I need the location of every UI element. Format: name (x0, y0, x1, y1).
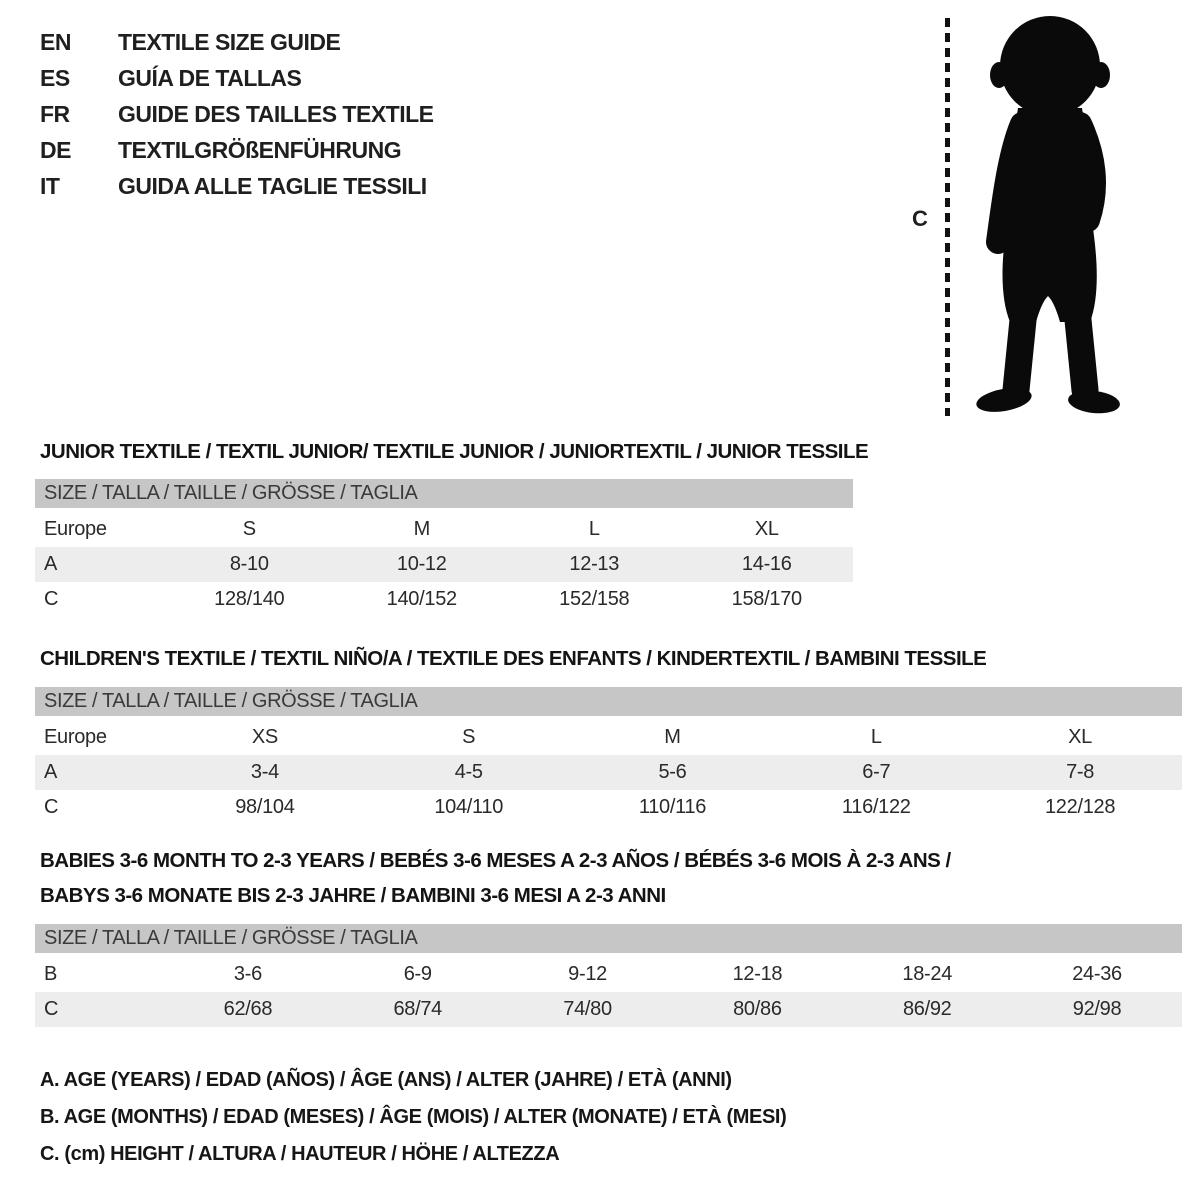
language-title: TEXTILGRÖßENFÜHRUNG (118, 136, 402, 163)
size-cell: 12-13 (569, 553, 620, 575)
size-cell: XS (251, 726, 278, 748)
size-cell: 3-4 (250, 761, 279, 783)
footnotes (40, 1062, 786, 1173)
language-code: FR (40, 100, 70, 127)
size-cell: 110/116 (638, 796, 707, 818)
section-title-babies: BABIES 3-6 MONTH TO 2-3 YEARS / BEBÉS 3-6 MESES A 2-3 AÑOS / BÉBÉS 3-6 MOIS À 2-3 ANS / BABYS 3-6 MONATE BIS 2-3 JAHRE / BAMBINI 3-6 MESI A 2-3 ANNI (40, 849, 951, 907)
size-cell: 8-10 (229, 553, 269, 575)
babies-size-table (35, 924, 1182, 1027)
height-measure-label: C (912, 206, 928, 231)
size-cell: 6-7 (862, 761, 891, 783)
size-header-bar: SIZE / TALLA / TAILLE / GRÖSSE / TAGLIA (35, 687, 1182, 716)
row-label: Europe (44, 518, 107, 540)
size-cell: 9-12 (568, 963, 607, 985)
size-cell: 68/74 (393, 998, 443, 1020)
junior-size-table (35, 479, 853, 617)
size-cell: M (413, 518, 430, 540)
size-cell: 6-9 (403, 963, 432, 985)
size-cell: 7-8 (1066, 761, 1095, 783)
size-cell: M (664, 726, 681, 748)
language-code: IT (40, 172, 60, 199)
section-title-children: CHILDREN'S TEXTILE / TEXTIL NIÑO/A / TEXTILE DES ENFANTS / KINDERTEXTIL / BAMBINI TESSILE (40, 647, 987, 670)
size-cell: 12-18 (732, 963, 783, 985)
toddler-silhouette-icon (960, 12, 1140, 418)
language-title: GUÍA DE TALLAS (118, 64, 302, 91)
size-cell: 62/68 (223, 998, 273, 1020)
row-label: C (44, 588, 59, 610)
table-row (35, 720, 1182, 755)
size-cell: 10-12 (396, 553, 447, 575)
size-cell: XL (1068, 726, 1093, 748)
size-cell: 14-16 (741, 553, 792, 575)
size-cell: 140/152 (386, 588, 457, 610)
size-cell: 158/170 (731, 588, 802, 610)
size-cell: 18-24 (902, 963, 953, 985)
footnote-age-years: A. AGE (YEARS) / EDAD (AÑOS) / ÂGE (ANS) / ALTER (JAHRE) / ETÀ (ANNI) (40, 1069, 732, 1091)
size-cell: 5-6 (658, 761, 687, 783)
size-cell: 128/140 (214, 588, 285, 610)
size-cell: S (462, 726, 476, 748)
size-cell: 104/110 (434, 796, 504, 818)
footnote-height-cm: C. (cm) HEIGHT / ALTURA / HAUTEUR / HÖHE / ALTEZZA (40, 1143, 560, 1165)
size-cell: 98/104 (235, 796, 295, 818)
table-row (35, 957, 1182, 992)
size-cell: 74/80 (563, 998, 612, 1020)
footnote-age-months: B. AGE (MONTHS) / EDAD (MESES) / ÂGE (MOIS) / ALTER (MONATE) / ETÀ (MESI) (40, 1106, 787, 1128)
table-row (35, 755, 1182, 790)
row-label: C (44, 796, 59, 818)
row-label: A (44, 761, 58, 783)
size-cell: 80/86 (733, 998, 782, 1020)
row-label: Europe (44, 726, 107, 748)
language-title: GUIDE DES TAILLES TEXTILE (118, 100, 434, 127)
size-header-bar: SIZE / TALLA / TAILLE / GRÖSSE / TAGLIA (35, 924, 1182, 953)
size-cell: 116/122 (841, 796, 911, 818)
row-label: A (44, 553, 58, 575)
row-label: B (44, 963, 58, 985)
size-cell: 152/158 (559, 588, 630, 610)
language-row (40, 96, 434, 132)
language-code: EN (40, 28, 71, 55)
language-title: TEXTILE SIZE GUIDE (118, 28, 341, 55)
size-cell: L (870, 726, 882, 748)
table-row (35, 790, 1182, 825)
language-row (40, 60, 434, 96)
language-row (40, 168, 434, 204)
language-list (40, 24, 434, 204)
size-cell: 86/92 (902, 998, 952, 1020)
size-cell: 92/98 (1072, 998, 1122, 1020)
table-row (35, 582, 853, 617)
table-row (35, 992, 1182, 1027)
language-code: DE (40, 136, 71, 163)
language-row (40, 132, 434, 168)
height-dashed-line (945, 18, 950, 416)
language-row (40, 24, 434, 60)
table-row (35, 512, 853, 547)
size-cell: 122/128 (1044, 796, 1116, 818)
size-cell: 3-6 (233, 963, 262, 985)
size-cell: S (242, 518, 256, 540)
language-code: ES (40, 64, 70, 91)
children-size-table (35, 687, 1182, 825)
size-cell: 4-5 (454, 761, 483, 783)
section-title-junior: JUNIOR TEXTILE / TEXTIL JUNIOR/ TEXTILE JUNIOR / JUNIORTEXTIL / JUNIOR TESSILE (40, 440, 869, 463)
language-title: GUIDA ALLE TAGLIE TESSILI (118, 172, 427, 199)
size-cell: XL (754, 518, 779, 540)
size-cell: 24-36 (1072, 963, 1122, 985)
table-row (35, 547, 853, 582)
size-header-bar: SIZE / TALLA / TAILLE / GRÖSSE / TAGLIA (35, 479, 853, 508)
size-cell: L (588, 518, 600, 540)
row-label: C (44, 998, 59, 1020)
